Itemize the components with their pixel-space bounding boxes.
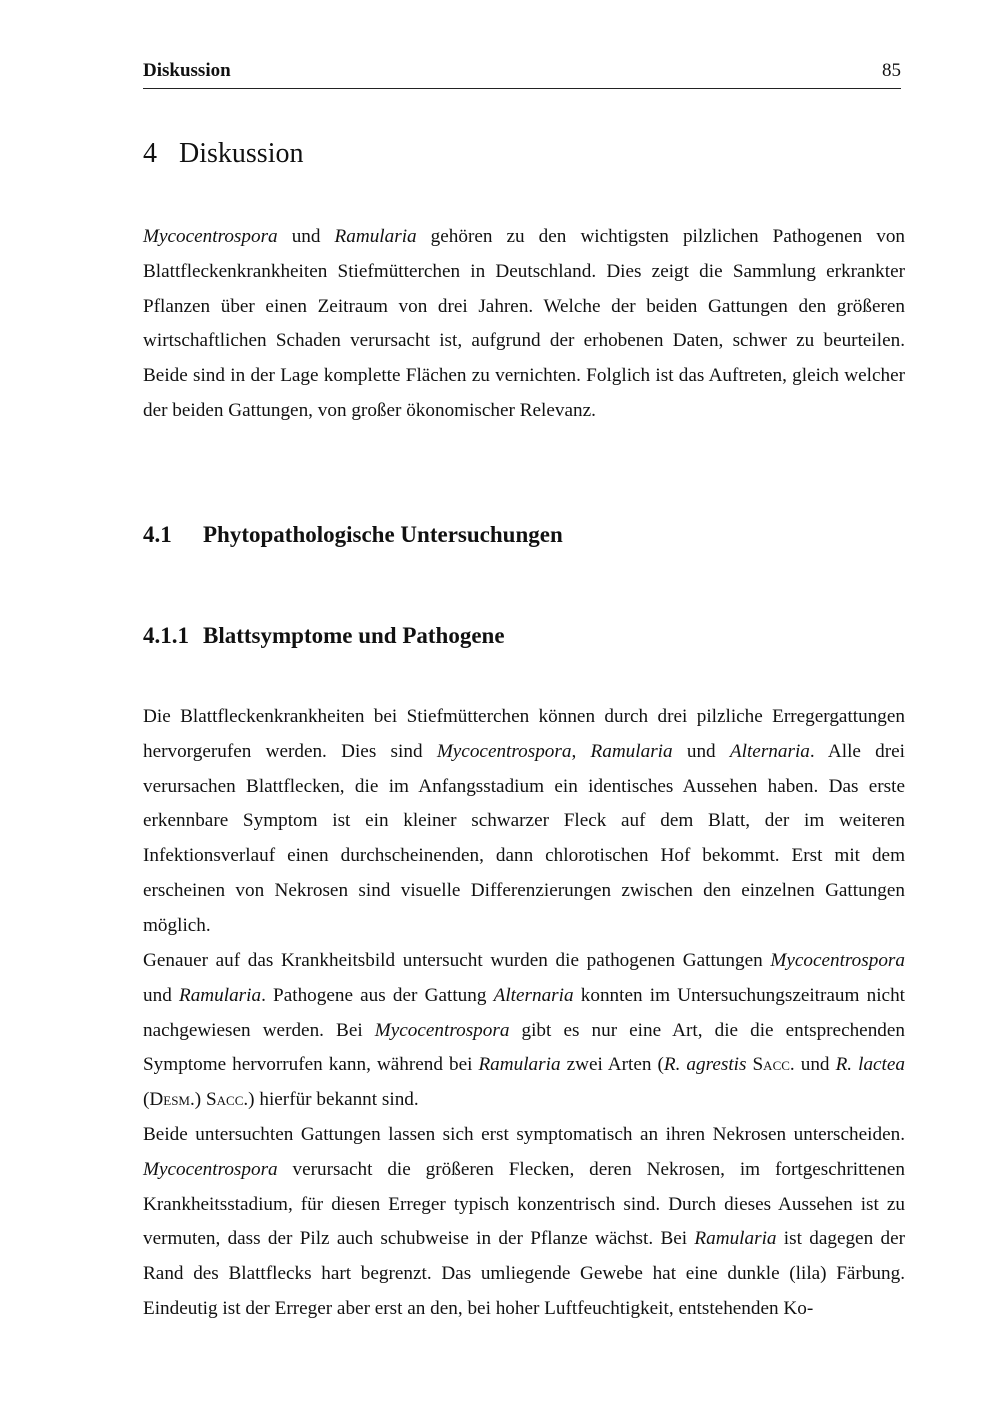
genus-name: Alternaria	[729, 740, 810, 762]
page-number: 85	[882, 60, 901, 81]
genus-name: Ramularia	[694, 1228, 777, 1250]
intro-paragraph: Mycocentrospora und Ramularia gehören zu den wichtigsten pilzlichen Pathogenen von Blattfleckenkrankheiten Stiefmütterchen in Deutschland. Dies zeigt die Sammlung erkrankter Pflanzen über einen Zeitraum von drei Jahren. Welche der beiden Gattungen den größeren wirtschaftlichen Schaden verursacht ist, aufgrund der erhobenen Daten, schwer zu beurteilen. Beide sind in der Lage komplette Flächen zu vernichten. Folglich ist das Auftreten, gleich welcher der beiden Gattungen, von großer ökonomischer Relevanz.	[143, 226, 906, 421]
chapter-title: Diskussion	[179, 138, 304, 169]
subsection-heading	[143, 623, 505, 649]
genus-name: Mycocentrospora	[143, 226, 278, 247]
genus-name: Mycocentrospora	[143, 1158, 278, 1180]
author-abbreviation: Sacc.	[205, 1089, 249, 1111]
genus-name: Ramularia	[590, 740, 673, 762]
genus-name: Alternaria	[493, 984, 574, 1006]
section-heading	[143, 522, 563, 548]
header-chapter-label: Diskussion	[143, 60, 231, 81]
genus-name: Ramularia	[478, 1054, 561, 1076]
paragraph-2: Genauer auf das Krankheitsbild untersucht wurden die pathogenen Gattungen Mycocentrospora und Ramularia. Pathogene aus der Gattung Alternaria konnten im Untersuchungszeitraum nicht nachgewiesen werden. Bei Mycocentrospora gibt es nur eine Art, die die entsprechenden Symptome hervorrufen kann, während bei Ramularia zwei Arten (R. agrestis Sacc. und R. lactea (Desm.) Sacc.) hierfür bekannt sind.	[143, 950, 905, 1111]
genus-name: Ramularia	[178, 984, 262, 1006]
genus-name: Mycocentrospora	[770, 950, 905, 971]
subsection-number: 4.1.1	[143, 623, 189, 648]
genus-name: Mycocentrospora	[436, 740, 572, 762]
species-name: R. lactea	[835, 1054, 905, 1076]
chapter-number: 4	[143, 138, 157, 169]
author-abbreviation: Sacc.	[752, 1054, 795, 1076]
paragraph-3: Beide untersuchten Gattungen lassen sich erst symptomatisch an ihren Nekrosen unterscheiden. Mycocentrospora verursacht die größeren Flecken, deren Nekrosen, im fortgeschrittenen Krankheitsstadium, für diesen Erreger typisch konzentrisch sind. Durch dieses Aussehen ist zu vermuten, dass der Pilz auch schubweise in der Pflanze wächst. Bei Ramularia ist dagegen der Rand des Blattflecks hart begrenzt. Das umliegende Gewebe hat eine dunkle (lila) Färbung. Eindeutig ist der Erreger aber erst an den, bei hoher Luftfeuchtigkeit, entstehenden Ko-	[143, 1124, 905, 1319]
chapter-heading	[143, 138, 303, 170]
genus-name: Mycocentrospora	[374, 1019, 510, 1041]
genus-name: Ramularia	[334, 226, 417, 247]
species-name: R. agrestis	[663, 1054, 747, 1076]
running-header	[143, 58, 901, 89]
section-title: Phytopathologische Untersuchungen	[203, 522, 563, 547]
author-abbreviation: Desm.	[149, 1089, 195, 1111]
subsection-title: Blattsymptome und Pathogene	[203, 623, 505, 648]
section-number: 4.1	[143, 522, 172, 547]
paragraph-1: Die Blattfleckenkrankheiten bei Stiefmütterchen können durch drei pilzliche Erregergattungen hervorgerufen werden. Dies sind Mycocentrospora, Ramularia und Alternaria. Alle drei verursachen Blattflecken, die im Anfangsstadium ein identisches Aussehen haben. Das erste erkennbare Symptom ist ein kleiner schwarzer Fleck auf dem Blatt, der im weiteren Infektionsverlauf einen durchscheinenden, dann chlorotischen Hof bekommt. Erst mit dem erscheinen von Nekrosen sind visuelle Differenzierungen zwischen den einzelnen Gattungen möglich.	[143, 706, 906, 936]
